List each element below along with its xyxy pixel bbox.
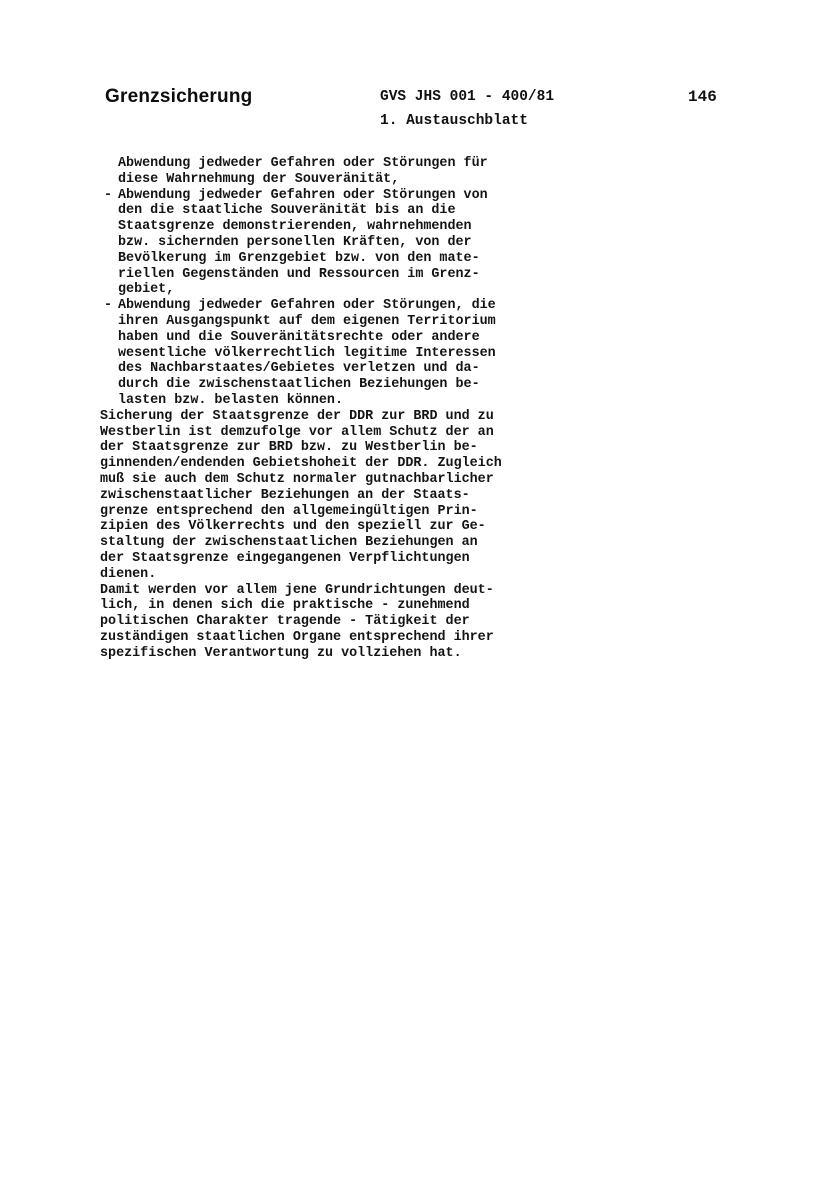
text-line: ihren Ausgangspunkt auf dem eigenen Territorium [118,313,496,329]
text-line: Westberlin ist demzufolge vor allem Schutz der an [100,424,494,440]
text-line: Abwendung jedweder Gefahren oder Störungen von [118,187,488,203]
text-line: grenze entsprechend den allgemeingültigen Prin- [100,503,478,519]
sheet-label: 1. Austauschblatt [380,113,528,129]
text-line: riellen Gegenständen und Ressourcen im Grenz- [118,266,480,282]
document-reference: GVS JHS 001 - 400/81 [380,89,555,105]
text-line: spezifischen Verantwortung zu vollziehen hat. [100,645,462,661]
text-line: Bevölkerung im Grenzgebiet bzw. von den mate- [118,250,480,266]
text-line: lasten bzw. belasten können. [118,392,343,408]
bullet-marker: - [104,298,113,314]
text-line: wesentliche völkerrechtlich legitime Interessen [118,345,496,361]
text-line: staltung der zwischenstaatlichen Beziehungen an [100,535,478,551]
section-title: Grenzsicherung [105,86,253,107]
bullet-line [100,188,600,204]
text-line: gebiet, [118,282,175,298]
text-line: des Nachbarstaates/Gebietes verletzen und da- [118,361,480,377]
body-text [100,156,600,662]
text-line: Staatsgrenze demonstrierenden, wahrnehmenden [118,219,472,235]
text-line: bzw. sichernden personellen Kräften, von der [118,234,472,250]
text-line: lich, in denen sich die praktische - zunehmend [100,598,470,614]
text-line: diese Wahrnehmung der Souveränität, [118,171,400,187]
text-line: politischen Charakter tragende - Tätigkeit der [100,614,470,630]
text-line: zipien des Völkerrechts und den speziell zur Ge- [100,519,486,535]
text-line: der Staatsgrenze zur BRD bzw. zu Westberlin be- [100,440,478,456]
text-line: muß sie auch dem Schutz normaler gutnachbarlicher [100,471,494,487]
text-line: Abwendung jedweder Gefahren oder Störungen für [118,156,488,171]
text-line: den die staatliche Souveränität bis an die [118,203,456,219]
text-line: durch die zwischenstaatlichen Beziehungen be- [118,377,480,393]
bullet-line [100,298,600,314]
text-line: zwischenstaatlicher Beziehungen an der Staats- [100,487,470,503]
bullet-marker: - [104,187,113,203]
text-line: der Staatsgrenze eingegangenen Verpflichtungen [100,550,470,566]
text-line: Damit werden vor allem jene Grundrichtungen deut- [100,582,494,598]
page-number: 146 [688,88,717,106]
text-line: ginnenden/endenden Gebietshoheit der DDR. Zugleich [100,456,502,472]
text-line: Abwendung jedweder Gefahren oder Störungen, die [118,298,496,314]
text-line: Sicherung der Staatsgrenze der DDR zur BRD und zu [100,408,494,424]
text-line: zuständigen staatlichen Organe entsprechend ihrer [100,629,494,645]
text-line: dienen. [100,566,157,582]
text-line: haben und die Souveränitätsrechte oder andere [118,329,480,345]
